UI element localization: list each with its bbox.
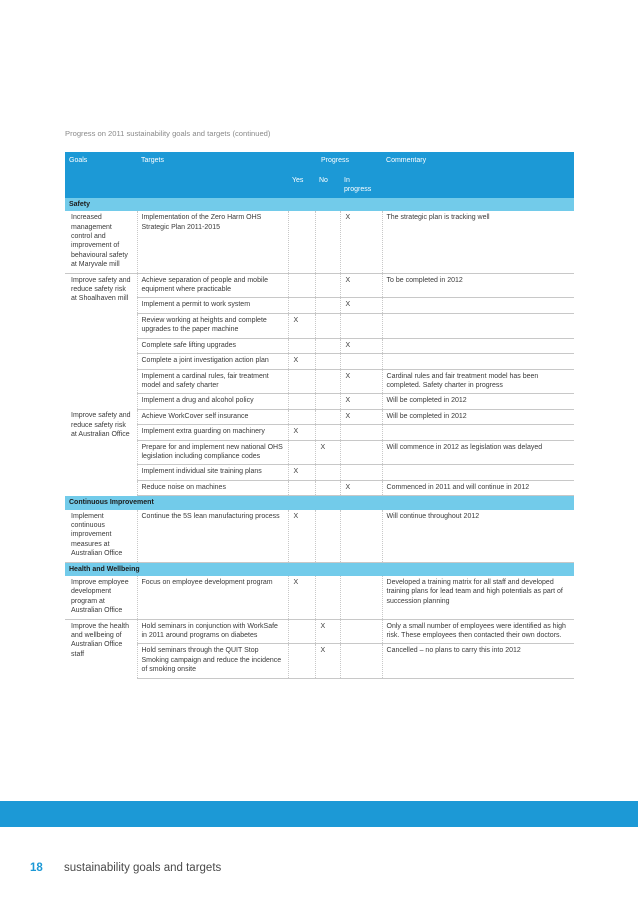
- yes-cell: [288, 480, 315, 495]
- table-row: [65, 465, 574, 480]
- no-cell: [315, 425, 340, 440]
- table-row: [65, 394, 574, 409]
- yes-cell: [288, 409, 315, 424]
- target-cell: Complete a joint investigation action plan: [137, 354, 288, 369]
- yes-cell: [288, 394, 315, 409]
- target-cell: Implement extra guarding on machinery: [137, 425, 288, 440]
- no-cell: [315, 510, 340, 563]
- no-cell: [315, 313, 340, 338]
- page-number: 18: [30, 862, 43, 874]
- target-cell: Implement a cardinal rules, fair treatment model and safety charter: [137, 369, 288, 394]
- target-cell: Implement individual site training plans: [137, 465, 288, 480]
- comment-cell: [382, 354, 574, 369]
- target-cell: Implement a permit to work system: [137, 298, 288, 313]
- target-cell: Complete safe lifting upgrades: [137, 338, 288, 353]
- in-progress-cell: [340, 576, 382, 619]
- goal-cell: Improve employee development program at Australian Office: [65, 576, 137, 619]
- no-cell: [315, 480, 340, 495]
- col-goals: Goals: [65, 152, 137, 173]
- comment-cell: [382, 465, 574, 480]
- no-cell: [315, 576, 340, 619]
- comment-cell: Only a small number of employees were identified as high risk. These employees then contacted their own doctors.: [382, 619, 574, 644]
- table-row: [65, 480, 574, 495]
- no-cell: [315, 409, 340, 424]
- yes-cell: X: [288, 313, 315, 338]
- no-cell: [315, 354, 340, 369]
- goals-targets-table: [65, 152, 574, 679]
- no-cell: [315, 338, 340, 353]
- yes-cell: [288, 211, 315, 273]
- comment-cell: Will continue throughout 2012: [382, 510, 574, 563]
- comment-cell: To be completed in 2012: [382, 273, 574, 298]
- comment-cell: Will be completed in 2012: [382, 394, 574, 409]
- table-caption: Progress on 2011 sustainability goals and targets (continued): [65, 129, 271, 138]
- yes-cell: X: [288, 576, 315, 619]
- goal-cell: Improve safety and reduce safety risk at Shoalhaven mill: [71, 276, 131, 303]
- no-cell: [315, 394, 340, 409]
- comment-cell: [382, 425, 574, 440]
- comment-cell: Cancelled – no plans to carry this into 2012: [382, 644, 574, 678]
- table-row: [65, 619, 574, 644]
- in-progress-cell: [340, 619, 382, 644]
- col-progress: Progress: [288, 152, 382, 173]
- comment-cell: Developed a training matrix for all staff and developed training plans for lead team and high potentials as part of succession planning: [382, 576, 574, 619]
- target-cell: Hold seminars through the QUIT Stop Smoking campaign and reduce the incidence of smoking onsite: [137, 644, 288, 678]
- yes-cell: [288, 644, 315, 678]
- target-cell: Reduce noise on machines: [137, 480, 288, 495]
- in-progress-cell: [340, 465, 382, 480]
- table-row: [65, 440, 574, 465]
- goal-cell: Implement continuous improvement measures at Australian Office: [65, 510, 137, 563]
- comment-cell: [382, 298, 574, 313]
- comment-cell: Cardinal rules and fair treatment model has been completed. Safety charter in progress: [382, 369, 574, 394]
- in-progress-cell: X: [340, 273, 382, 298]
- goal-cell: Improve the health and wellbeing of Australian Office staff: [71, 622, 129, 658]
- table-row: [65, 425, 574, 440]
- no-cell: [315, 369, 340, 394]
- yes-cell: X: [288, 510, 315, 563]
- comment-cell: Commenced in 2011 and will continue in 2012: [382, 480, 574, 495]
- table-row: [65, 369, 574, 394]
- in-progress-cell: [340, 425, 382, 440]
- section-row: [65, 496, 574, 510]
- table-row: [65, 510, 574, 563]
- target-cell: Achieve separation of people and mobile equipment where practicable: [137, 273, 288, 298]
- section-safety: Safety: [65, 198, 574, 211]
- in-progress-cell: [340, 440, 382, 465]
- in-progress-cell: X: [340, 480, 382, 495]
- table-row: [65, 338, 574, 353]
- in-progress-cell: X: [340, 338, 382, 353]
- table-row: [65, 211, 574, 273]
- in-progress-cell: X: [340, 369, 382, 394]
- table-row: [65, 409, 574, 424]
- comment-cell: Will be completed in 2012: [382, 409, 574, 424]
- yes-cell: [288, 440, 315, 465]
- no-cell: X: [315, 440, 340, 465]
- target-cell: Implementation of the Zero Harm OHS Strategic Plan 2011-2015: [137, 211, 288, 273]
- section-health-wellbeing: Health and Wellbeing: [65, 562, 574, 576]
- in-progress-cell: [340, 644, 382, 678]
- no-cell: [315, 211, 340, 273]
- col-targets: Targets: [137, 152, 288, 173]
- target-cell: Implement a drug and alcohol policy: [137, 394, 288, 409]
- col-yes: Yes: [288, 173, 315, 198]
- target-cell: Focus on employee development program: [137, 576, 288, 619]
- table-row: [65, 576, 574, 619]
- comment-cell: The strategic plan is tracking well: [382, 211, 574, 273]
- col-commentary: Commentary: [382, 152, 574, 173]
- comment-cell: [382, 313, 574, 338]
- yes-cell: X: [288, 465, 315, 480]
- in-progress-cell: X: [340, 409, 382, 424]
- footer-title: sustainability goals and targets: [64, 862, 222, 874]
- yes-cell: [288, 298, 315, 313]
- yes-cell: [288, 338, 315, 353]
- no-cell: [315, 273, 340, 298]
- yes-cell: [288, 619, 315, 644]
- header-row: [65, 152, 574, 173]
- target-cell: Prepare for and implement new national OHS legislation including compliance codes: [137, 440, 288, 465]
- subheader-row: [65, 173, 574, 198]
- section-continuous-improvement: Continuous Improvement: [65, 496, 574, 510]
- no-cell: [315, 298, 340, 313]
- col-no: No: [315, 173, 340, 198]
- in-progress-cell: X: [340, 298, 382, 313]
- in-progress-cell: X: [340, 394, 382, 409]
- yes-cell: X: [288, 425, 315, 440]
- target-cell: Hold seminars in conjunction with WorkSafe in 2011 around programs on diabetes: [137, 619, 288, 644]
- target-cell: Achieve WorkCover self insurance: [137, 409, 288, 424]
- goal-cell: Improve safety and reduce safety risk at Australian Office: [71, 412, 131, 439]
- target-cell: Continue the 5S lean manufacturing process: [137, 510, 288, 563]
- target-cell: Review working at heights and complete upgrades to the paper machine: [137, 313, 288, 338]
- in-progress-cell: [340, 510, 382, 563]
- table-row: [65, 298, 574, 313]
- footer-band: [0, 801, 638, 827]
- section-row: [65, 562, 574, 576]
- table-row: [65, 273, 574, 298]
- in-progress-cell: [340, 354, 382, 369]
- table-row: [65, 644, 574, 678]
- no-cell: X: [315, 619, 340, 644]
- yes-cell: [288, 369, 315, 394]
- yes-cell: [288, 273, 315, 298]
- no-cell: X: [315, 644, 340, 678]
- no-cell: [315, 465, 340, 480]
- col-in-progress: In progress: [340, 173, 382, 198]
- yes-cell: X: [288, 354, 315, 369]
- in-progress-cell: [340, 313, 382, 338]
- comment-cell: [382, 338, 574, 353]
- table-row: [65, 354, 574, 369]
- table-row: [65, 313, 574, 338]
- in-progress-cell: X: [340, 211, 382, 273]
- comment-cell: Will commence in 2012 as legislation was delayed: [382, 440, 574, 465]
- section-row: [65, 198, 574, 211]
- goal-cell: Increased management control and improvement of behavioural safety at Maryvale mill: [65, 211, 137, 273]
